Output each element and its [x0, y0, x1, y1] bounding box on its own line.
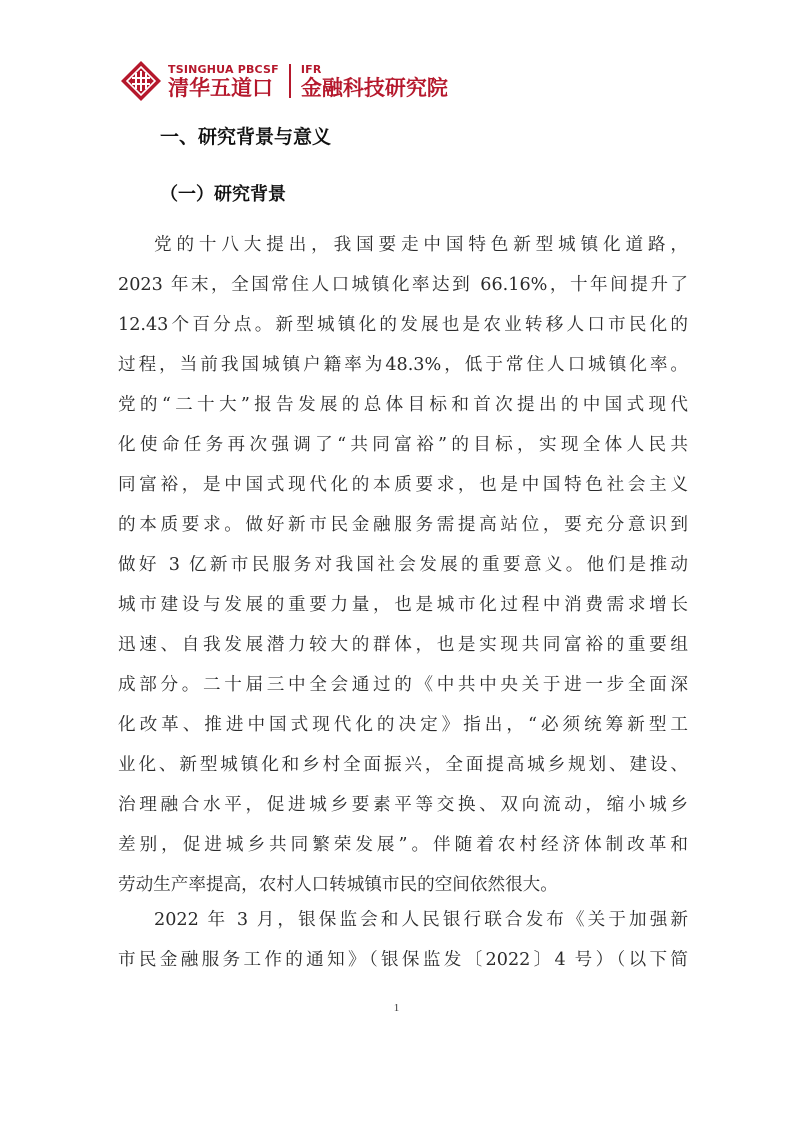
- paragraph-line: 同富裕，是中国式现代化的本质要求，也是中国特色社会主义: [118, 475, 688, 495]
- paragraph-line: 的本质要求。做好新市民金融服务需提高站位，要充分意识到: [118, 515, 688, 535]
- brand-block: [168, 63, 279, 100]
- paragraph-line: 2023 年末，全国常住人口城镇化率达到 66.16%，十年间提升了: [118, 275, 689, 295]
- paragraph-line: 党的十八大提出，我国要走中国特色新型城镇化道路，: [154, 235, 688, 255]
- document-header: [120, 57, 448, 105]
- paragraph-line: 成部分。二十届三中全会通过的《中共中央关于进一步全面深: [118, 675, 688, 695]
- brand-english-name: TSINGHUA PBCSF: [168, 62, 279, 76]
- institute-english-name: IFR: [300, 62, 322, 76]
- section-heading: 一、研究背景与意义: [160, 126, 332, 148]
- institute-block: [301, 63, 448, 100]
- paragraph-line: 12.43个百分点。新型城镇化的发展也是农业转移人口市民化的: [118, 315, 688, 335]
- paragraph-line: 治理融合水平，促进城乡要素平等交换、双向流动，缩小城乡: [118, 795, 688, 815]
- paragraph-line: 过程，当前我国城镇户籍率为48.3%，低于常住人口城镇化率。: [118, 355, 688, 375]
- paragraph-line: 党的“二十大”报告发展的总体目标和首次提出的中国式现代: [118, 395, 688, 415]
- paragraph-2: [118, 900, 688, 980]
- paragraph-line: 2022 年 3 月，银保监会和人民银行联合发布《关于加强新: [154, 910, 688, 930]
- header-divider: [289, 64, 291, 98]
- paragraph-line: 业化、新型城镇化和乡村全面振兴，全面提高城乡规划、建设、: [118, 755, 688, 775]
- paragraph-line: 市民金融服务工作的通知》（银保监发〔2022〕4 号）（以下简: [118, 950, 688, 970]
- institute-chinese-name: 金融科技研究院: [300, 75, 448, 100]
- subsection-heading: （一）研究背景: [160, 184, 286, 205]
- paragraph-1: [118, 225, 688, 905]
- paragraph-line: 城市建设与发展的重要力量，也是城市化过程中消费需求增长: [118, 595, 688, 615]
- page-number: 1: [393, 1002, 400, 1014]
- paragraph-line: 劳动生产率提高，农村人口转城镇市民的空间依然很大。: [118, 875, 558, 895]
- paragraph-line: 化使命任务再次强调了“共同富裕”的目标，实现全体人民共: [118, 435, 688, 455]
- paragraph-line: 迅速、自我发展潜力较大的群体，也是实现共同富裕的重要组: [118, 635, 688, 655]
- brand-chinese-name: 清华五道口: [168, 75, 273, 100]
- paragraph-line: 化改革、推进中国式现代化的决定》指出，“必须统筹新型工: [118, 715, 688, 735]
- paragraph-line: 差别，促进城乡共同繁荣发展”。伴随着农村经济体制改革和: [118, 835, 688, 855]
- paragraph-line: 做好 3 亿新市民服务对我国社会发展的重要意义。他们是推动: [118, 555, 688, 575]
- tsinghua-pbcsf-logo-icon: [120, 60, 162, 102]
